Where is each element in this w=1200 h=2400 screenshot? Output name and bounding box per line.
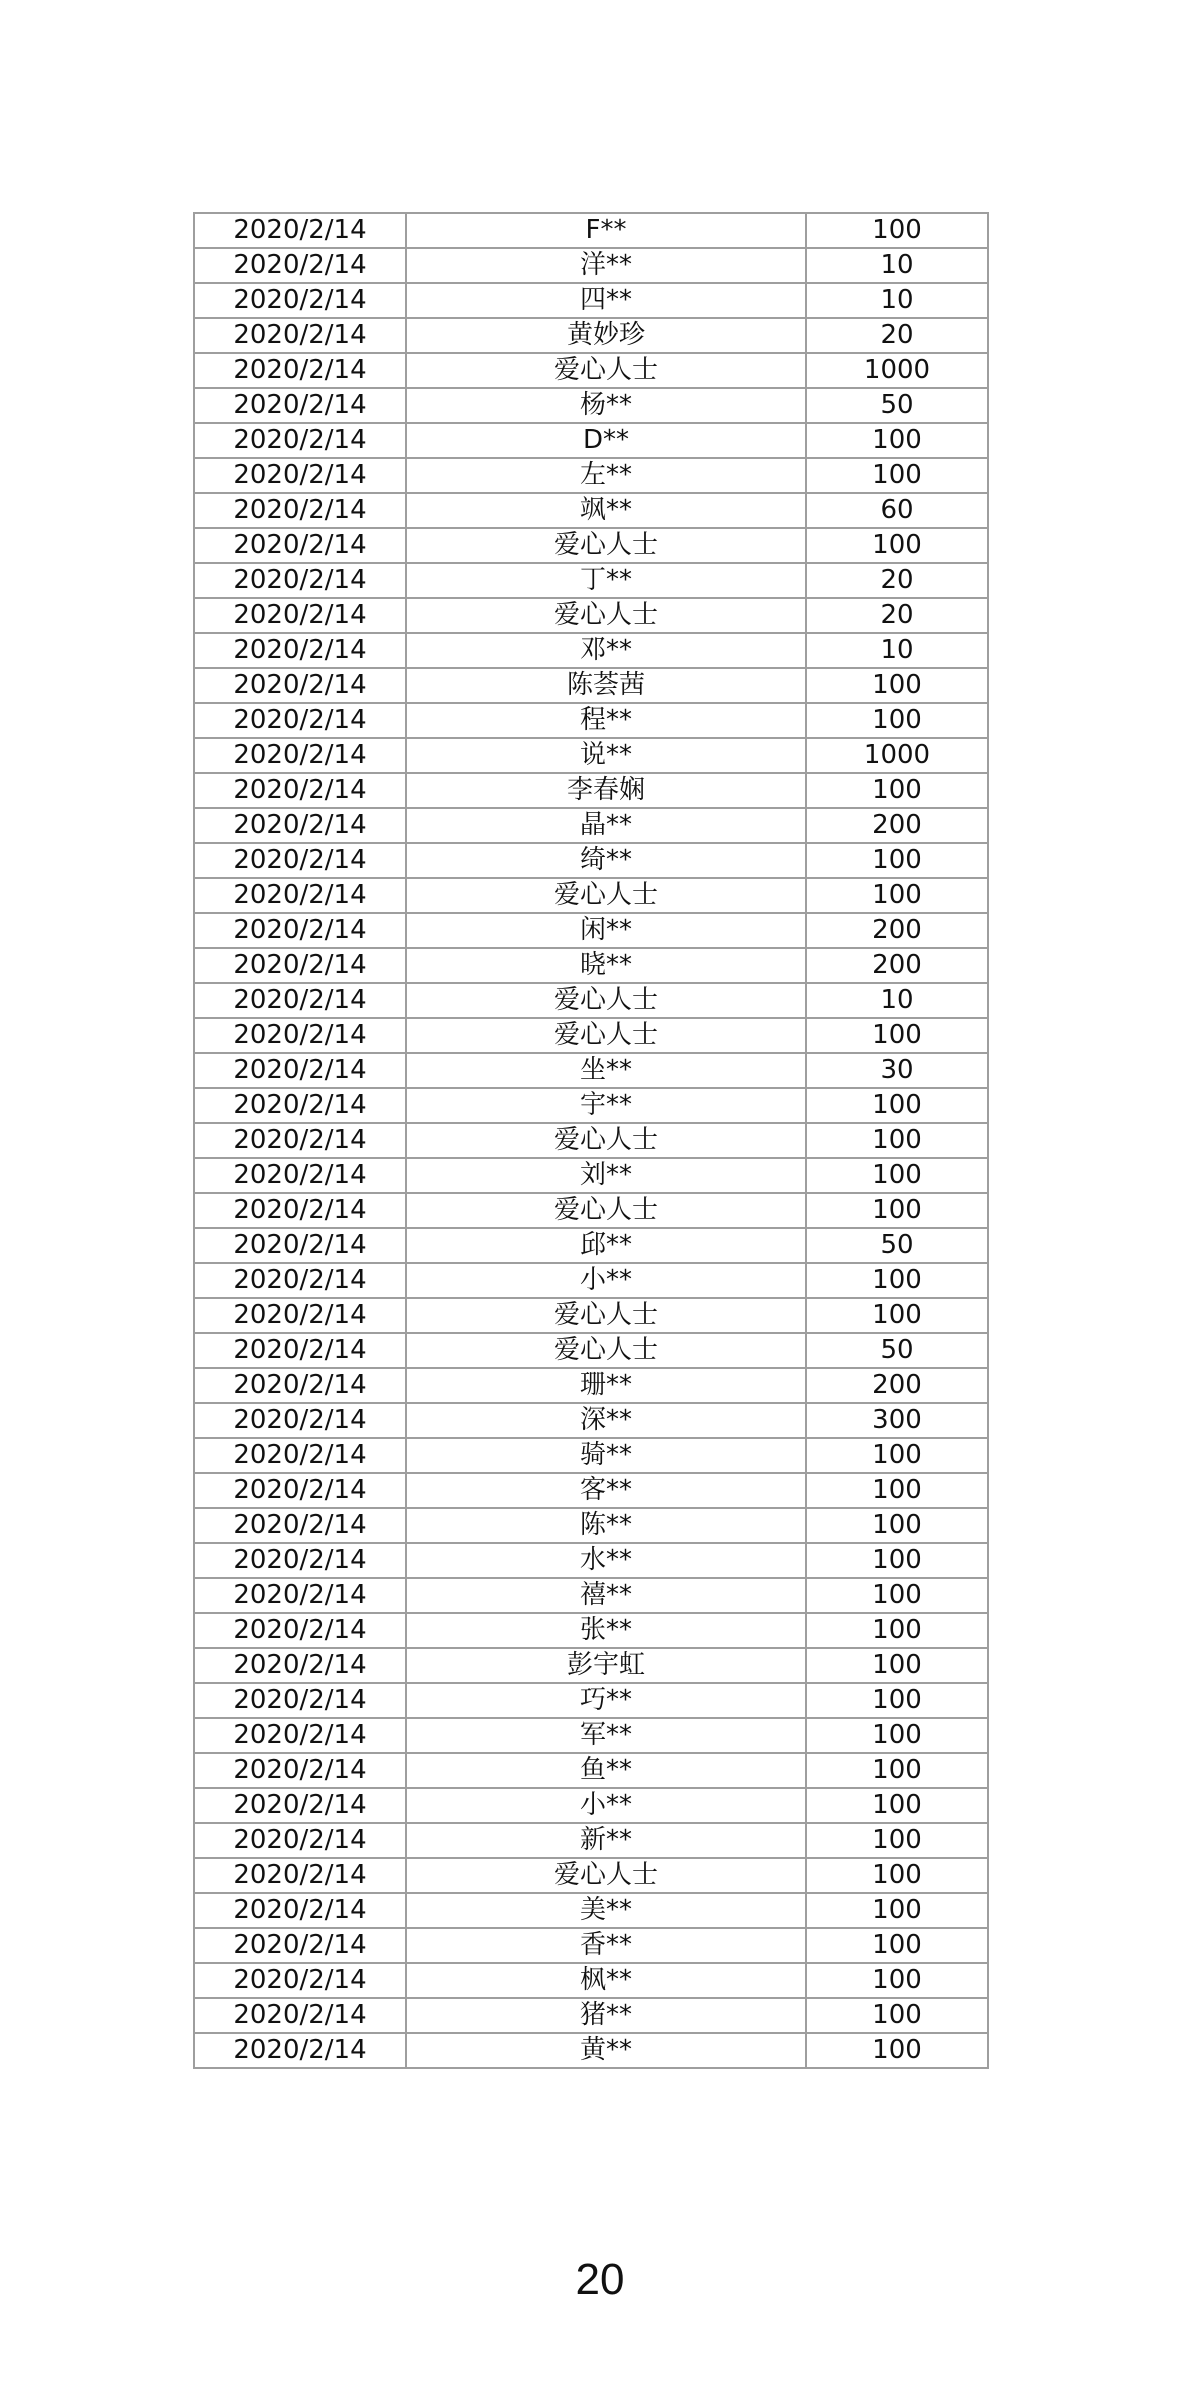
date-cell: 2020/2/14 (194, 1263, 406, 1298)
amount-cell: 50 (806, 388, 988, 423)
table-row (194, 1823, 988, 1858)
amount-cell: 100 (806, 1718, 988, 1753)
date-cell: 2020/2/14 (194, 1578, 406, 1613)
amount-cell: 60 (806, 493, 988, 528)
date-cell: 2020/2/14 (194, 1613, 406, 1648)
table-row (194, 248, 988, 283)
amount-cell: 100 (806, 1438, 988, 1473)
amount-cell: 100 (806, 668, 988, 703)
donor-name-cell: 猪** (406, 1998, 806, 2033)
donor-name-cell: 客** (406, 1473, 806, 1508)
table-row (194, 213, 988, 248)
donor-name-cell: 军** (406, 1718, 806, 1753)
donor-name-cell: 小** (406, 1788, 806, 1823)
table-row (194, 318, 988, 353)
table-row (194, 703, 988, 738)
donor-name-cell: 丁** (406, 563, 806, 598)
donor-name-cell: F** (406, 213, 806, 248)
donor-name-cell: 闲** (406, 913, 806, 948)
donor-name-cell: 骑** (406, 1438, 806, 1473)
date-cell: 2020/2/14 (194, 948, 406, 983)
date-cell: 2020/2/14 (194, 2033, 406, 2068)
amount-cell: 100 (806, 1893, 988, 1928)
amount-cell: 20 (806, 598, 988, 633)
amount-cell: 100 (806, 1123, 988, 1158)
date-cell: 2020/2/14 (194, 1858, 406, 1893)
donor-name-cell: 洋** (406, 248, 806, 283)
date-cell: 2020/2/14 (194, 1158, 406, 1193)
donor-name-cell: 邓** (406, 633, 806, 668)
table-row (194, 598, 988, 633)
donor-name-cell: 美** (406, 1893, 806, 1928)
date-cell: 2020/2/14 (194, 808, 406, 843)
donor-name-cell: 陈** (406, 1508, 806, 1543)
amount-cell: 1000 (806, 353, 988, 388)
date-cell: 2020/2/14 (194, 1438, 406, 1473)
amount-cell: 1000 (806, 738, 988, 773)
donor-name-cell: 巧** (406, 1683, 806, 1718)
amount-cell: 100 (806, 1823, 988, 1858)
donor-name-cell: 晓** (406, 948, 806, 983)
amount-cell: 10 (806, 983, 988, 1018)
date-cell: 2020/2/14 (194, 1088, 406, 1123)
donor-name-cell: 左** (406, 458, 806, 493)
table-row (194, 1123, 988, 1158)
table-row (194, 1648, 988, 1683)
table-row (194, 1298, 988, 1333)
amount-cell: 100 (806, 458, 988, 493)
date-cell: 2020/2/14 (194, 738, 406, 773)
date-cell: 2020/2/14 (194, 1753, 406, 1788)
date-cell: 2020/2/14 (194, 1928, 406, 1963)
date-cell: 2020/2/14 (194, 983, 406, 1018)
amount-cell: 100 (806, 423, 988, 458)
amount-cell: 30 (806, 1053, 988, 1088)
table-row (194, 1963, 988, 1998)
amount-cell: 100 (806, 1473, 988, 1508)
amount-cell: 10 (806, 248, 988, 283)
donor-name-cell: 绮** (406, 843, 806, 878)
amount-cell: 100 (806, 1963, 988, 1998)
date-cell: 2020/2/14 (194, 1053, 406, 1088)
amount-cell: 100 (806, 703, 988, 738)
amount-cell: 100 (806, 1928, 988, 1963)
date-cell: 2020/2/14 (194, 1123, 406, 1158)
amount-cell: 100 (806, 773, 988, 808)
table-row (194, 1998, 988, 2033)
donor-name-cell: 枫** (406, 1963, 806, 1998)
amount-cell: 100 (806, 878, 988, 913)
table-row (194, 983, 988, 1018)
date-cell: 2020/2/14 (194, 1718, 406, 1753)
amount-cell: 100 (806, 1648, 988, 1683)
date-cell: 2020/2/14 (194, 388, 406, 423)
donor-name-cell: 鱼** (406, 1753, 806, 1788)
donor-name-cell: 李春娴 (406, 773, 806, 808)
donor-name-cell: 邱** (406, 1228, 806, 1263)
table-row (194, 1368, 988, 1403)
donor-name-cell: 香** (406, 1928, 806, 1963)
date-cell: 2020/2/14 (194, 248, 406, 283)
date-cell: 2020/2/14 (194, 1648, 406, 1683)
table-row (194, 1158, 988, 1193)
donor-name-cell: 爱心人士 (406, 1298, 806, 1333)
date-cell: 2020/2/14 (194, 598, 406, 633)
date-cell: 2020/2/14 (194, 1683, 406, 1718)
amount-cell: 100 (806, 1193, 988, 1228)
amount-cell: 50 (806, 1333, 988, 1368)
date-cell: 2020/2/14 (194, 1368, 406, 1403)
amount-cell: 20 (806, 318, 988, 353)
date-cell: 2020/2/14 (194, 493, 406, 528)
date-cell: 2020/2/14 (194, 1403, 406, 1438)
amount-cell: 20 (806, 563, 988, 598)
donor-name-cell: 飒** (406, 493, 806, 528)
donor-name-cell: 水** (406, 1543, 806, 1578)
table-row (194, 1683, 988, 1718)
date-cell: 2020/2/14 (194, 1893, 406, 1928)
donor-name-cell: 爱心人士 (406, 1193, 806, 1228)
donor-name-cell: D** (406, 423, 806, 458)
date-cell: 2020/2/14 (194, 458, 406, 493)
table-row (194, 1578, 988, 1613)
table-row (194, 1613, 988, 1648)
amount-cell: 100 (806, 1753, 988, 1788)
date-cell: 2020/2/14 (194, 213, 406, 248)
table-row (194, 1858, 988, 1893)
amount-cell: 300 (806, 1403, 988, 1438)
donor-name-cell: 晶** (406, 808, 806, 843)
date-cell: 2020/2/14 (194, 283, 406, 318)
amount-cell: 50 (806, 1228, 988, 1263)
donor-name-cell: 深** (406, 1403, 806, 1438)
donor-name-cell: 说** (406, 738, 806, 773)
donor-name-cell: 珊** (406, 1368, 806, 1403)
date-cell: 2020/2/14 (194, 1473, 406, 1508)
table-row (194, 1263, 988, 1298)
table-row (194, 283, 988, 318)
table-row (194, 913, 988, 948)
date-cell: 2020/2/14 (194, 1543, 406, 1578)
donor-name-cell: 刘** (406, 1158, 806, 1193)
donor-name-cell: 四** (406, 283, 806, 318)
donor-name-cell: 张** (406, 1613, 806, 1648)
table-row (194, 1018, 988, 1053)
date-cell: 2020/2/14 (194, 1018, 406, 1053)
donor-name-cell: 爱心人士 (406, 353, 806, 388)
date-cell: 2020/2/14 (194, 1333, 406, 1368)
amount-cell: 100 (806, 1018, 988, 1053)
date-cell: 2020/2/14 (194, 633, 406, 668)
amount-cell: 100 (806, 1578, 988, 1613)
date-cell: 2020/2/14 (194, 423, 406, 458)
amount-cell: 100 (806, 1298, 988, 1333)
date-cell: 2020/2/14 (194, 1823, 406, 1858)
table-row (194, 1088, 988, 1123)
table-row (194, 1473, 988, 1508)
table-row (194, 948, 988, 983)
donation-table-body (194, 213, 988, 2068)
date-cell: 2020/2/14 (194, 773, 406, 808)
donation-table (193, 212, 989, 2069)
table-row (194, 878, 988, 913)
amount-cell: 100 (806, 213, 988, 248)
amount-cell: 100 (806, 1508, 988, 1543)
date-cell: 2020/2/14 (194, 318, 406, 353)
donor-name-cell: 宇** (406, 1088, 806, 1123)
amount-cell: 100 (806, 1683, 988, 1718)
date-cell: 2020/2/14 (194, 1998, 406, 2033)
donor-name-cell: 新** (406, 1823, 806, 1858)
table-row (194, 493, 988, 528)
donor-name-cell: 坐** (406, 1053, 806, 1088)
donor-name-cell: 黄** (406, 2033, 806, 2068)
table-row (194, 843, 988, 878)
table-row (194, 458, 988, 493)
amount-cell: 100 (806, 1613, 988, 1648)
table-row (194, 668, 988, 703)
table-row (194, 1508, 988, 1543)
table-row (194, 773, 988, 808)
donor-name-cell: 爱心人士 (406, 1858, 806, 1893)
donor-name-cell: 黄妙珍 (406, 318, 806, 353)
table-row (194, 1403, 988, 1438)
table-row (194, 388, 988, 423)
date-cell: 2020/2/14 (194, 1228, 406, 1263)
date-cell: 2020/2/14 (194, 1193, 406, 1228)
amount-cell: 100 (806, 1088, 988, 1123)
table-row (194, 1893, 988, 1928)
table-row (194, 808, 988, 843)
amount-cell: 200 (806, 1368, 988, 1403)
donor-name-cell: 程** (406, 703, 806, 738)
table-row (194, 1333, 988, 1368)
donor-name-cell: 小** (406, 1263, 806, 1298)
table-row (194, 1788, 988, 1823)
amount-cell: 100 (806, 843, 988, 878)
table-row (194, 2033, 988, 2068)
donor-name-cell: 爱心人士 (406, 1018, 806, 1053)
date-cell: 2020/2/14 (194, 1298, 406, 1333)
amount-cell: 200 (806, 948, 988, 983)
table-row (194, 1753, 988, 1788)
amount-cell: 100 (806, 1788, 988, 1823)
date-cell: 2020/2/14 (194, 563, 406, 598)
donor-name-cell: 爱心人士 (406, 528, 806, 563)
table-row (194, 633, 988, 668)
table-row (194, 1193, 988, 1228)
amount-cell: 10 (806, 633, 988, 668)
page-number: 20 (575, 2255, 625, 2304)
date-cell: 2020/2/14 (194, 353, 406, 388)
amount-cell: 100 (806, 1998, 988, 2033)
table-row (194, 353, 988, 388)
amount-cell: 10 (806, 283, 988, 318)
table-row (194, 738, 988, 773)
donor-name-cell: 爱心人士 (406, 1333, 806, 1368)
date-cell: 2020/2/14 (194, 843, 406, 878)
amount-cell: 200 (806, 913, 988, 948)
date-cell: 2020/2/14 (194, 1508, 406, 1543)
table-row (194, 1718, 988, 1753)
amount-cell: 100 (806, 1858, 988, 1893)
donor-name-cell: 爱心人士 (406, 878, 806, 913)
table-row (194, 563, 988, 598)
table-row (194, 423, 988, 458)
date-cell: 2020/2/14 (194, 668, 406, 703)
table-row (194, 528, 988, 563)
donor-name-cell: 爱心人士 (406, 983, 806, 1018)
donor-name-cell: 爱心人士 (406, 1123, 806, 1158)
table-row (194, 1928, 988, 1963)
donor-name-cell: 爱心人士 (406, 598, 806, 633)
amount-cell: 100 (806, 528, 988, 563)
date-cell: 2020/2/14 (194, 703, 406, 738)
date-cell: 2020/2/14 (194, 528, 406, 563)
table-row (194, 1543, 988, 1578)
donor-name-cell: 彭宇虹 (406, 1648, 806, 1683)
date-cell: 2020/2/14 (194, 1788, 406, 1823)
date-cell: 2020/2/14 (194, 878, 406, 913)
donor-name-cell: 陈荟茜 (406, 668, 806, 703)
table-row (194, 1228, 988, 1263)
amount-cell: 100 (806, 1158, 988, 1193)
table-row (194, 1053, 988, 1088)
amount-cell: 100 (806, 1263, 988, 1298)
date-cell: 2020/2/14 (194, 913, 406, 948)
date-cell: 2020/2/14 (194, 1963, 406, 1998)
amount-cell: 100 (806, 1543, 988, 1578)
amount-cell: 200 (806, 808, 988, 843)
amount-cell: 100 (806, 2033, 988, 2068)
donor-name-cell: 杨** (406, 388, 806, 423)
table-row (194, 1438, 988, 1473)
donor-name-cell: 禧** (406, 1578, 806, 1613)
